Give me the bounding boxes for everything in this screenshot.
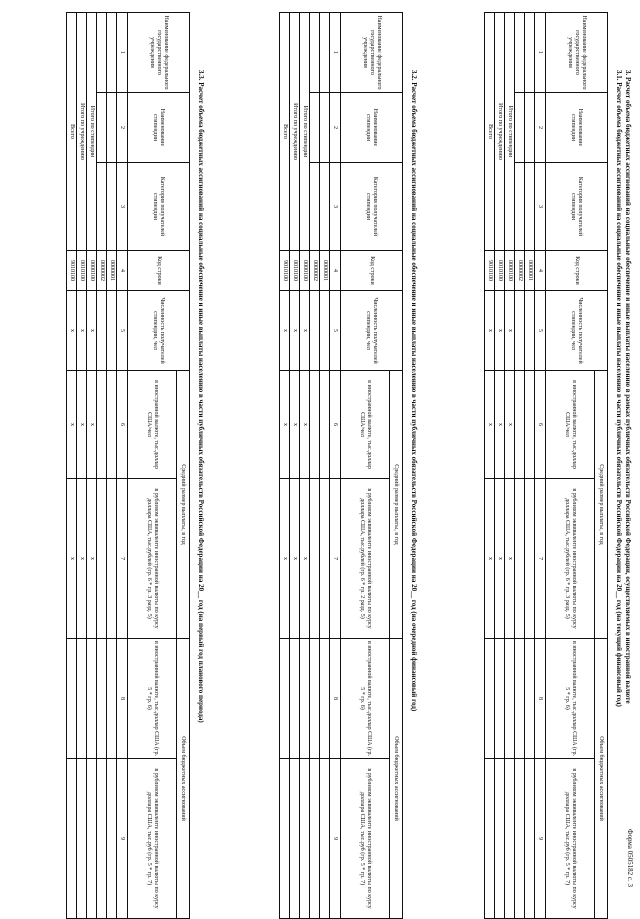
x-mark: x <box>495 371 505 479</box>
group-header-total: Объем бюджетных ассигнований <box>390 639 403 919</box>
data-cell <box>515 163 525 251</box>
group-header-avg: Средний размер выплаты, в год <box>177 371 190 639</box>
x-mark: x <box>485 371 495 479</box>
x-mark <box>290 759 300 919</box>
row-label: Итого по стипендии <box>300 13 310 251</box>
x-mark <box>505 639 515 759</box>
x-mark <box>77 759 87 919</box>
column-number: 1 <box>330 13 341 93</box>
x-mark <box>67 759 77 919</box>
column-number: 9 <box>330 759 341 919</box>
data-cell <box>310 479 320 639</box>
data-cell <box>107 759 117 919</box>
header-cell: в рублевом эквиваленте иностранной валюты по курсу доллара США, тыс.руб (гр. 5 * гр. 7) <box>546 759 595 919</box>
data-cell <box>97 13 107 93</box>
row-label: Итого по стипендии <box>87 13 97 251</box>
x-mark <box>485 639 495 759</box>
data-cell <box>320 479 330 639</box>
table-row <box>107 13 117 919</box>
data-cell <box>310 371 320 479</box>
row-code: 0010100 <box>77 251 87 291</box>
row-code: 0000002 <box>97 251 107 291</box>
row-code: 0000001 <box>525 251 535 291</box>
row-label: Всего <box>485 13 495 251</box>
column-number: 2 <box>117 93 128 163</box>
data-cell <box>515 291 525 371</box>
header-cell: в рублевом эквиваленте иностранной валюты по курсу доллара США, тыс.руб (гр. 5 * гр. 7) <box>128 759 177 919</box>
column-number: 4 <box>330 251 341 291</box>
header-cell: Наименование стипендии <box>128 93 190 163</box>
data-cell <box>107 291 117 371</box>
data-cell <box>525 93 535 163</box>
section-heading: 3.2. Расчет объема бюджетных ассигнований на социальные обеспечение и иные выплаты населению в части публичных обязательств Российской Федерации на 20__ год (на очередной финансовый год) <box>410 70 418 712</box>
data-cell <box>310 93 320 163</box>
data-cell <box>97 759 107 919</box>
row-label: Итого по стипендии <box>505 13 515 251</box>
row-code: 0000100 <box>505 251 515 291</box>
x-mark <box>280 639 290 759</box>
data-cell <box>525 371 535 479</box>
data-cell <box>515 371 525 479</box>
data-cell <box>525 639 535 759</box>
header-cell: Код строки <box>341 251 403 291</box>
column-number: 7 <box>330 479 341 639</box>
data-cell <box>97 163 107 251</box>
table-row <box>290 13 300 919</box>
column-number: 6 <box>117 371 128 479</box>
group-header-avg: Средний размер выплаты, в год <box>390 371 403 639</box>
x-mark: x <box>495 291 505 371</box>
calculation-table <box>66 12 190 919</box>
x-mark: x <box>485 479 495 639</box>
data-cell <box>515 13 525 93</box>
header-cell: в иностранной валюте, тыс.доллар США/чел <box>341 371 390 479</box>
data-cell <box>320 639 330 759</box>
column-number: 9 <box>117 759 128 919</box>
x-mark: x <box>505 371 515 479</box>
data-cell <box>107 93 117 163</box>
row-code: 9010100 <box>67 251 77 291</box>
x-mark <box>495 639 505 759</box>
header-cell: Численность получателей стипендии, чел <box>341 291 403 371</box>
column-number: 7 <box>535 479 546 639</box>
group-header-avg: Средний размер выплаты, в год <box>595 371 608 639</box>
x-mark: x <box>280 371 290 479</box>
section-heading: 3.3. Расчет объема бюджетных ассигнований на социальные обеспечение и иные выплаты населению в части публичных обязательств Российской Федерации на 20__ год (на первый год планового периода) <box>197 70 205 723</box>
x-mark: x <box>505 291 515 371</box>
data-cell <box>107 13 117 93</box>
header-cell: Наименование стипендии <box>341 93 403 163</box>
data-cell <box>97 639 107 759</box>
x-mark: x <box>300 291 310 371</box>
header-cell: в рублевом эквиваленте иностранной валюты по курсу доллара США, тыс.рублей (гр. 6 * гр. 3 разд. 5) <box>546 479 595 639</box>
column-number: 5 <box>330 291 341 371</box>
x-mark <box>300 639 310 759</box>
x-mark: x <box>77 479 87 639</box>
row-code: 0000001 <box>320 251 330 291</box>
group-header-total: Объем бюджетных ассигнований <box>177 639 190 919</box>
row-label: Всего <box>67 13 77 251</box>
x-mark: x <box>67 291 77 371</box>
data-cell <box>310 759 320 919</box>
section-heading: 3. Расчет объема бюджетных ассигнований на социальные обеспечение и иные выплаты населению в рамках публичных обязательств Российской Федерации, осуществляемых в иностранной валюте <box>624 70 632 704</box>
table-row <box>67 13 77 919</box>
data-cell <box>515 479 525 639</box>
group-header-total: Объем бюджетных ассигнований <box>595 639 608 919</box>
data-cell <box>107 479 117 639</box>
header-cell: в иностранной валюте, тыс.доллар США (гр. 5 * гр. 6) <box>546 639 595 759</box>
data-cell <box>525 479 535 639</box>
x-mark: x <box>290 291 300 371</box>
x-mark: x <box>77 291 87 371</box>
x-mark: x <box>290 371 300 479</box>
data-cell <box>515 759 525 919</box>
x-mark: x <box>67 371 77 479</box>
header-cell: Наименование стипендии <box>546 93 608 163</box>
table-row <box>280 13 290 919</box>
x-mark: x <box>300 371 310 479</box>
table-row <box>505 13 515 919</box>
column-number: 6 <box>330 371 341 479</box>
column-number: 2 <box>535 93 546 163</box>
table-row <box>515 13 525 919</box>
x-mark <box>77 639 87 759</box>
row-code: 0010100 <box>495 251 505 291</box>
x-mark: x <box>67 479 77 639</box>
column-number: 3 <box>535 163 546 251</box>
row-code: 9010100 <box>485 251 495 291</box>
row-code: 0000100 <box>87 251 97 291</box>
column-number: 3 <box>330 163 341 251</box>
header-cell: в иностранной валюте, тыс.доллар США/чел <box>128 371 177 479</box>
data-cell <box>525 291 535 371</box>
header-cell: Наименование федерального государственного учреждения <box>128 13 190 93</box>
data-cell <box>320 371 330 479</box>
header-cell: в иностранной валюте, тыс.доллар США/чел <box>546 371 595 479</box>
column-number: 8 <box>117 639 128 759</box>
x-mark <box>67 639 77 759</box>
table-row <box>495 13 505 919</box>
column-number: 6 <box>535 371 546 479</box>
x-mark <box>300 759 310 919</box>
column-number: 1 <box>535 13 546 93</box>
header-cell: Категория получателей стипендии <box>128 163 190 251</box>
row-code: 0000002 <box>515 251 525 291</box>
header-cell: Численность получателей стипендии, чел <box>546 291 608 371</box>
header-cell: Наименование федерального государственного учреждения <box>341 13 403 93</box>
x-mark: x <box>485 291 495 371</box>
column-number: 4 <box>117 251 128 291</box>
data-cell <box>310 13 320 93</box>
data-cell <box>97 93 107 163</box>
row-code: 0010100 <box>290 251 300 291</box>
x-mark: x <box>87 371 97 479</box>
calculation-table <box>484 12 608 919</box>
column-number: 1 <box>117 13 128 93</box>
x-mark <box>495 759 505 919</box>
data-cell <box>320 759 330 919</box>
x-mark: x <box>300 479 310 639</box>
header-cell: в иностранной валюте, тыс.доллар США (гр. 5 * гр. 6) <box>341 639 390 759</box>
x-mark: x <box>505 479 515 639</box>
data-cell <box>97 479 107 639</box>
x-mark: x <box>280 291 290 371</box>
data-cell <box>107 163 117 251</box>
form-code: Форма 0505182 с. 3 <box>626 828 634 887</box>
row-label: Всего <box>280 13 290 251</box>
column-number: 7 <box>117 479 128 639</box>
header-cell: в иностранной валюте, тыс.доллар США (гр. 5 * гр. 6) <box>128 639 177 759</box>
header-cell: в рублевом эквиваленте иностранной валюты по курсу доллара США, тыс.рублей (гр. 6 * гр. 3 разд. 5) <box>128 479 177 639</box>
x-mark <box>280 759 290 919</box>
row-code: 0000100 <box>300 251 310 291</box>
column-number: 8 <box>535 639 546 759</box>
header-cell: Код строки <box>128 251 190 291</box>
calculation-table <box>279 12 403 919</box>
x-mark <box>485 759 495 919</box>
column-number: 5 <box>535 291 546 371</box>
x-mark: x <box>87 479 97 639</box>
data-cell <box>107 639 117 759</box>
column-number: 5 <box>117 291 128 371</box>
row-code: 0000001 <box>107 251 117 291</box>
column-number: 2 <box>330 93 341 163</box>
table-row <box>485 13 495 919</box>
x-mark <box>87 759 97 919</box>
data-cell <box>515 93 525 163</box>
column-number: 3 <box>117 163 128 251</box>
header-cell: в рублевом эквиваленте иностранной валюты по курсу доллара США, тыс.рублей (гр. 6 * гр. 2 разд. 5) <box>341 479 390 639</box>
row-label: Итого по учреждению <box>77 13 87 251</box>
x-mark <box>87 639 97 759</box>
x-mark <box>505 759 515 919</box>
table-row <box>87 13 97 919</box>
x-mark <box>290 639 300 759</box>
header-cell: Наименование федерального государственного учреждения <box>546 13 608 93</box>
data-cell <box>107 371 117 479</box>
header-cell: Численность получателей стипендии, чел <box>128 291 190 371</box>
data-cell <box>525 759 535 919</box>
row-code: 9010100 <box>280 251 290 291</box>
data-cell <box>525 13 535 93</box>
data-cell <box>320 291 330 371</box>
x-mark: x <box>290 479 300 639</box>
table-row <box>77 13 87 919</box>
table-row <box>525 13 535 919</box>
data-cell <box>525 163 535 251</box>
data-cell <box>97 371 107 479</box>
data-cell <box>320 93 330 163</box>
data-cell <box>320 163 330 251</box>
x-mark: x <box>87 291 97 371</box>
data-cell <box>320 13 330 93</box>
row-label: Итого по учреждению <box>495 13 505 251</box>
row-label: Итого по учреждению <box>290 13 300 251</box>
table-row <box>300 13 310 919</box>
header-cell: Категория получателей стипендии <box>546 163 608 251</box>
row-code: 0000002 <box>310 251 320 291</box>
x-mark: x <box>495 479 505 639</box>
x-mark: x <box>77 371 87 479</box>
table-row <box>310 13 320 919</box>
data-cell <box>310 163 320 251</box>
column-number: 9 <box>535 759 546 919</box>
data-cell <box>515 639 525 759</box>
data-cell <box>310 639 320 759</box>
header-cell: Категория получателей стипендии <box>341 163 403 251</box>
header-cell: в рублевом эквиваленте иностранной валюты по курсу доллара США, тыс.руб (гр. 5 * гр. 7) <box>341 759 390 919</box>
column-number: 4 <box>535 251 546 291</box>
column-number: 8 <box>330 639 341 759</box>
data-cell <box>310 291 320 371</box>
table-row <box>97 13 107 919</box>
table-row <box>320 13 330 919</box>
header-cell: Код строки <box>546 251 608 291</box>
section-heading: 3.1. Расчет объема бюджетных ассигнований на социальные обеспечение и иные выплаты населению в части публичных обязательств Российской Федерации на 20__ год (на текущий финансовый год) <box>615 70 623 707</box>
x-mark: x <box>280 479 290 639</box>
data-cell <box>97 291 107 371</box>
